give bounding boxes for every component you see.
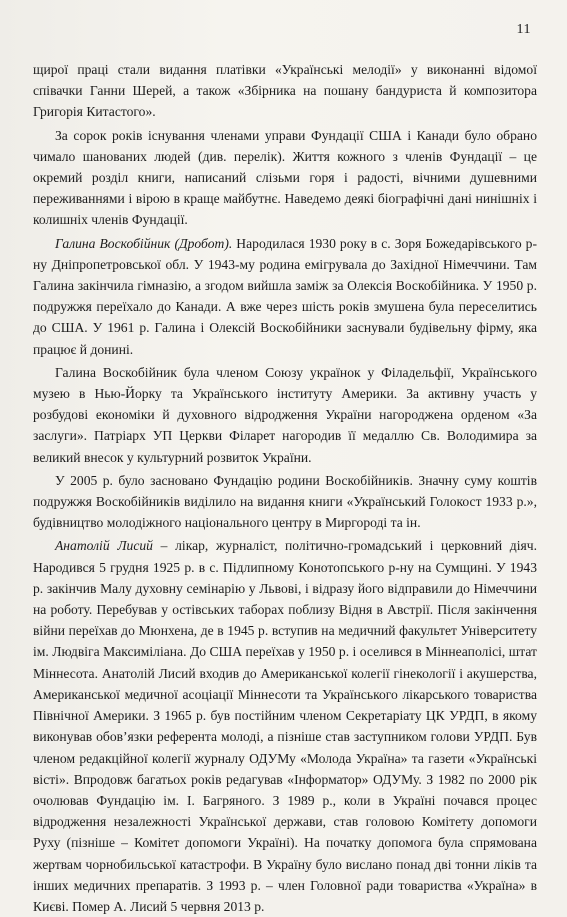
page-body: [33, 59, 537, 917]
paragraph-text: У 2005 р. було засновано Фундацію родини Воскобійників. Значну суму коштів подружжя Воскобійників виділило на видання книги «Український Голокост 1933 р.», будівництво молодіжного національного центру в Миргороді та ін.: [33, 472, 537, 531]
paragraph-1: [33, 59, 537, 123]
paragraph-3: [33, 233, 537, 360]
paragraph-4: [33, 362, 537, 468]
paragraph-text: – лікар, журналіст, політично-громадський і церковний діяч. Народився 5 грудня 1925 р. в с. Підлипному Конотопського р-ну на Сумщині. У 1943 р. закінчив Малу духовну семінарію у Львові, і відразу його відправили до Німеччини на роботу. Перебував у остівських таборах поблизу Відня в Австрії. Після закінчення війни переїхав до Мюнхена, де в 1945 р. вступив на медичний факультет Університету ім. Людвіга Максиміліана. До США переїхав у 1950 р. і оселився в Міннеаполісі, штат Міннесота. Анатолій Лисий входив до Американської колегії гінекології і акушерства, Американської медичної асоціації Міннесоти та Українського лікарського товариства Північної Америки. З 1965 р. був постійним членом Секретаріату ЦК УРДП, в якому виконував обов’язки референта молоді, а пізніше став заступником голови УРДП. Був членом редакційної колегії журналу ОДУМу «Молода Україна» та газети «Українські вісті». Впродовж багатьох років редагував «Інформатор» ОДУМу. З 1982 по 2000 рік очолював Фундацію ім. І. Багряного. З 1989 р., коли в Україні почався процес відродження незалежності Української держави, став головою Комітету допомоги Руху (пізніше – Комітет допомоги Україні). На початку допомога була спрямована жертвам чорнобильської катастрофи. В Україну було вислано понад дві тонни ліків та інших медичних препаратів. З 1993 р. – член Головної ради товариства «Україна» в Києві. Помер А. Лисий 5 червня 2013 р.: [33, 538, 537, 914]
paragraph-6: [33, 535, 537, 917]
paragraph-2: [33, 125, 537, 231]
paragraph-text: За сорок років існування членами управи Фундації США і Канади було обрано чимало шанованих людей (див. перелік). Життя кожного з членів Фундації – це окремий розділ книги, написаний слізьми горя і радості, вічними душевними переживаннями і вірою в краще майбутнє. Наведемо деякі біографічні дані нинішніх і колишніх членів Фундації.: [33, 127, 537, 228]
person-name: Галина Воскобійник (Дробот).: [55, 235, 233, 251]
page-number: 11: [516, 22, 531, 37]
person-name: Анатолій Лисий: [55, 538, 153, 554]
paragraph-text: Галина Воскобійник була членом Союзу українок у Філадельфії, Українського музею в Нью-Йорку та Українського інституту Америки. За активну участь у розбудові економіки й духовного відродження України нагороджена орденом «За заслуги». Патріарх УП Церкви Філарет нагородив її медаллю Св. Володимира за великий внесок у культурний розвиток України.: [33, 364, 537, 465]
paragraph-text: Народилася 1930 року в с. Зоря Божедарівського р-ну Дніпропетровської обл. У 1943-му родина емігрувала до Західної Німеччини. Там Галина закінчила гімназію, а згодом вийшла заміж за Олексія Воскобійника. У 1950 р. подружжя переїхало до Канади. А вже через шість років змушена була переселитись до США. У 1961 р. Галина і Олексій Воскобійники заснували будівельну фірму, яка працює й донині.: [33, 235, 537, 357]
paragraph-5: [33, 470, 537, 534]
paragraph-text: щирої праці стали видання платівки «Українські мелодії» у виконанні відомої співачки Ганни Шерей, а також «Збірника на пошану бандуриста й композитора Григорія Китастого».: [33, 62, 537, 120]
